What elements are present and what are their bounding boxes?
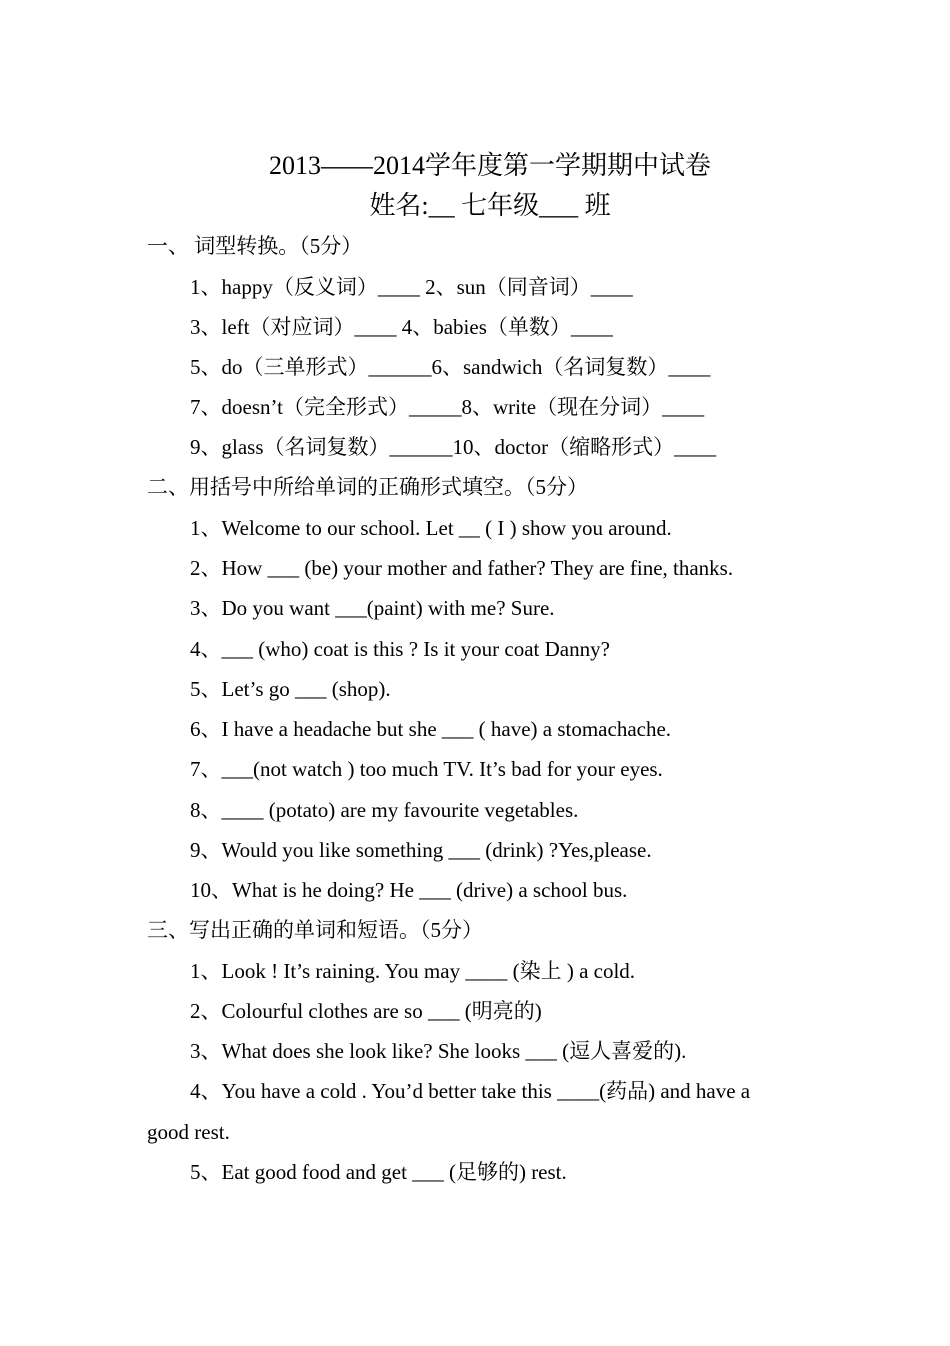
section-1-item: 5、do（三单形式）______6、sandwich（名词复数）____ (190, 355, 711, 379)
section-2-item: 7、___(not watch ) too much TV. It’s bad for your eyes. (190, 757, 663, 781)
section-1-item: 1、happy（反义词）____ 2、sun（同音词）____ (190, 275, 633, 299)
section-2-item: 2、How ___ (be) your mother and father? They are fine, thanks. (190, 556, 734, 580)
section-2-item: 6、I have a headache but she ___ ( have) a stomachache. (190, 717, 672, 741)
section-1-item: 9、glass（名词复数）______10、doctor（缩略形式）____ (190, 435, 717, 459)
section-2-item: 9、Would you like something ___ (drink) ?Yes,please. (190, 838, 652, 862)
section-1-heading: 一、 词型转换。（5分） (147, 234, 363, 258)
section-3-item: 2、Colourful clothes are so ___ (明亮的) (190, 999, 542, 1023)
section-3-item: 5、Eat good food and get ___ (足够的) rest. (190, 1160, 567, 1184)
section-3-item: 3、What does she look like? She looks ___ (逗人喜爱的). (190, 1039, 687, 1063)
section-2-item: 5、Let’s go ___ (shop). (190, 677, 391, 701)
section-2-item: 1、Welcome to our school. Let __ ( I ) show you around. (190, 516, 672, 540)
section-3-heading: 三、写出正确的单词和短语。（5分） (147, 918, 483, 942)
exam-title: 2013——2014学年度第一学期期中试卷 (268, 151, 711, 180)
section-3-item: 4、You have a cold . You’d better take this ____(药品) and have a (190, 1079, 751, 1103)
student-name-line: 姓名:__ 七年级___ 班 (369, 191, 611, 220)
section-2-heading: 二、用括号中所给单词的正确形式填空。（5分） (147, 475, 588, 499)
section-3-item: 1、Look ! It’s raining. You may ____ (染上 ) a cold. (190, 959, 636, 983)
section-2-item: 8、____ (potato) are my favourite vegetables. (190, 798, 579, 822)
section-2-item: 10、What is he doing? He ___ (drive) a school bus. (190, 878, 628, 902)
section-2-item: 3、Do you want ___(paint) with me? Sure. (190, 596, 555, 620)
section-1-item: 3、left（对应词）____ 4、babies（单数）____ (190, 315, 613, 339)
section-1-item: 7、doesn’t（完全形式）_____8、write（现在分词）____ (190, 395, 705, 419)
section-3-item-continuation: good rest. (147, 1120, 230, 1144)
section-2-item: 4、___ (who) coat is this ? Is it your coat Danny? (190, 637, 610, 661)
